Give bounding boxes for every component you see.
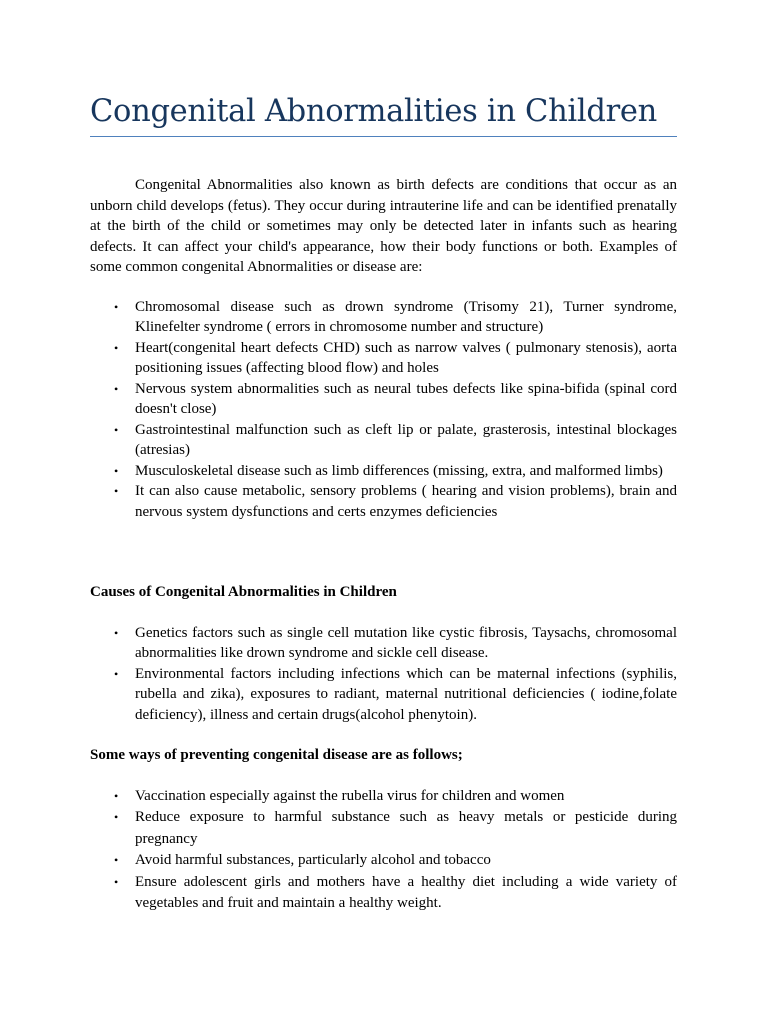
list-item-text: Genetics factors such as single cell mutation like cystic fibrosis, Taysachs, chromosomal abnormalities like drown syndrome and sickle cell disease.	[135, 624, 677, 661]
list-item-text: Chromosomal disease such as drown syndrome (Trisomy 21), Turner syndrome, Klinefelter syndrome ( errors in chromosome number and structure)	[135, 298, 677, 335]
list-item-text: Ensure adolescent girls and mothers have a healthy diet including a wide variety of vegetables and fruit and maintain a healthy weight.	[135, 873, 677, 911]
list-item-text: Reduce exposure to harmful substance such as heavy metals or pesticide during pregnancy	[135, 809, 677, 847]
list-item	[114, 297, 677, 338]
list-item	[114, 850, 677, 872]
bullet-icon: •	[114, 874, 119, 889]
list-item-text: Vaccination especially against the rubella virus for children and women	[135, 787, 565, 804]
list-item-text: Environmental factors including infections which can be maternal infections (syphilis, rubella and zika), exposures to radiant, maternal nutritional deficiencies ( iodine,folate deficiency), illness and certain drugs(alcohol phenytoin).	[135, 665, 677, 723]
document-title: Congenital Abnormalities in Children	[90, 92, 677, 137]
list-item	[114, 786, 677, 808]
prevention-heading: Some ways of preventing congenital disease are as follows;	[90, 747, 463, 763]
bullet-icon: •	[114, 625, 119, 640]
bullet-icon: •	[114, 788, 119, 803]
causes-heading: Causes of Congenital Abnormalities in Children	[90, 584, 397, 600]
list-item-text: Heart(congenital heart defects CHD) such as narrow valves ( pulmonary stenosis), aorta positioning issues (affecting blood flow) and holes	[135, 339, 677, 376]
bullet-icon: •	[114, 299, 119, 314]
list-item	[114, 379, 677, 420]
list-item	[114, 807, 677, 850]
causes-list	[90, 623, 677, 726]
list-item-text: Avoid harmful substances, particularly alcohol and tobacco	[135, 852, 491, 868]
document-body	[90, 92, 677, 915]
bullet-icon: •	[114, 422, 119, 437]
list-item	[114, 420, 677, 461]
list-item-text: Nervous system abnormalities such as neural tubes defects like spina-bifida (spinal cord doesn't close)	[135, 380, 677, 417]
list-item	[114, 481, 677, 522]
bullet-icon: •	[114, 381, 119, 396]
bullet-icon: •	[114, 484, 119, 498]
examples-list	[90, 297, 677, 523]
list-item	[114, 872, 677, 915]
list-item	[114, 664, 677, 726]
list-item-text: It can also cause metabolic, sensory problems ( hearing and vision problems), brain and nervous system dysfunctions and certs enzymes deficiencies	[135, 483, 677, 520]
bullet-icon: •	[114, 340, 119, 355]
list-item	[114, 623, 677, 664]
intro-paragraph: Congenital Abnormalities also known as birth defects are conditions that occur as an unborn child develops (fetus). They occur during intrauterine life and can be identified prenatally at the birth of the child or sometimes may only be detected later in infants such as hearing defects. It can affect your child's appearance, how their body functions or both. Examples of some common congenital Abnormalities or disease are:	[90, 177, 677, 275]
prevention-list	[90, 786, 677, 915]
bullet-icon: •	[114, 810, 119, 824]
bullet-icon: •	[114, 853, 119, 867]
list-item	[114, 338, 677, 379]
list-item-text: Gastrointestinal malfunction such as cleft lip or palate, grasterosis, intestinal blockages (atresias)	[135, 421, 677, 458]
bullet-icon: •	[114, 666, 119, 681]
list-item	[114, 461, 677, 482]
list-item-text: Musculoskeletal disease such as limb differences (missing, extra, and malformed limbs)	[135, 462, 663, 479]
bullet-icon: •	[114, 463, 119, 478]
